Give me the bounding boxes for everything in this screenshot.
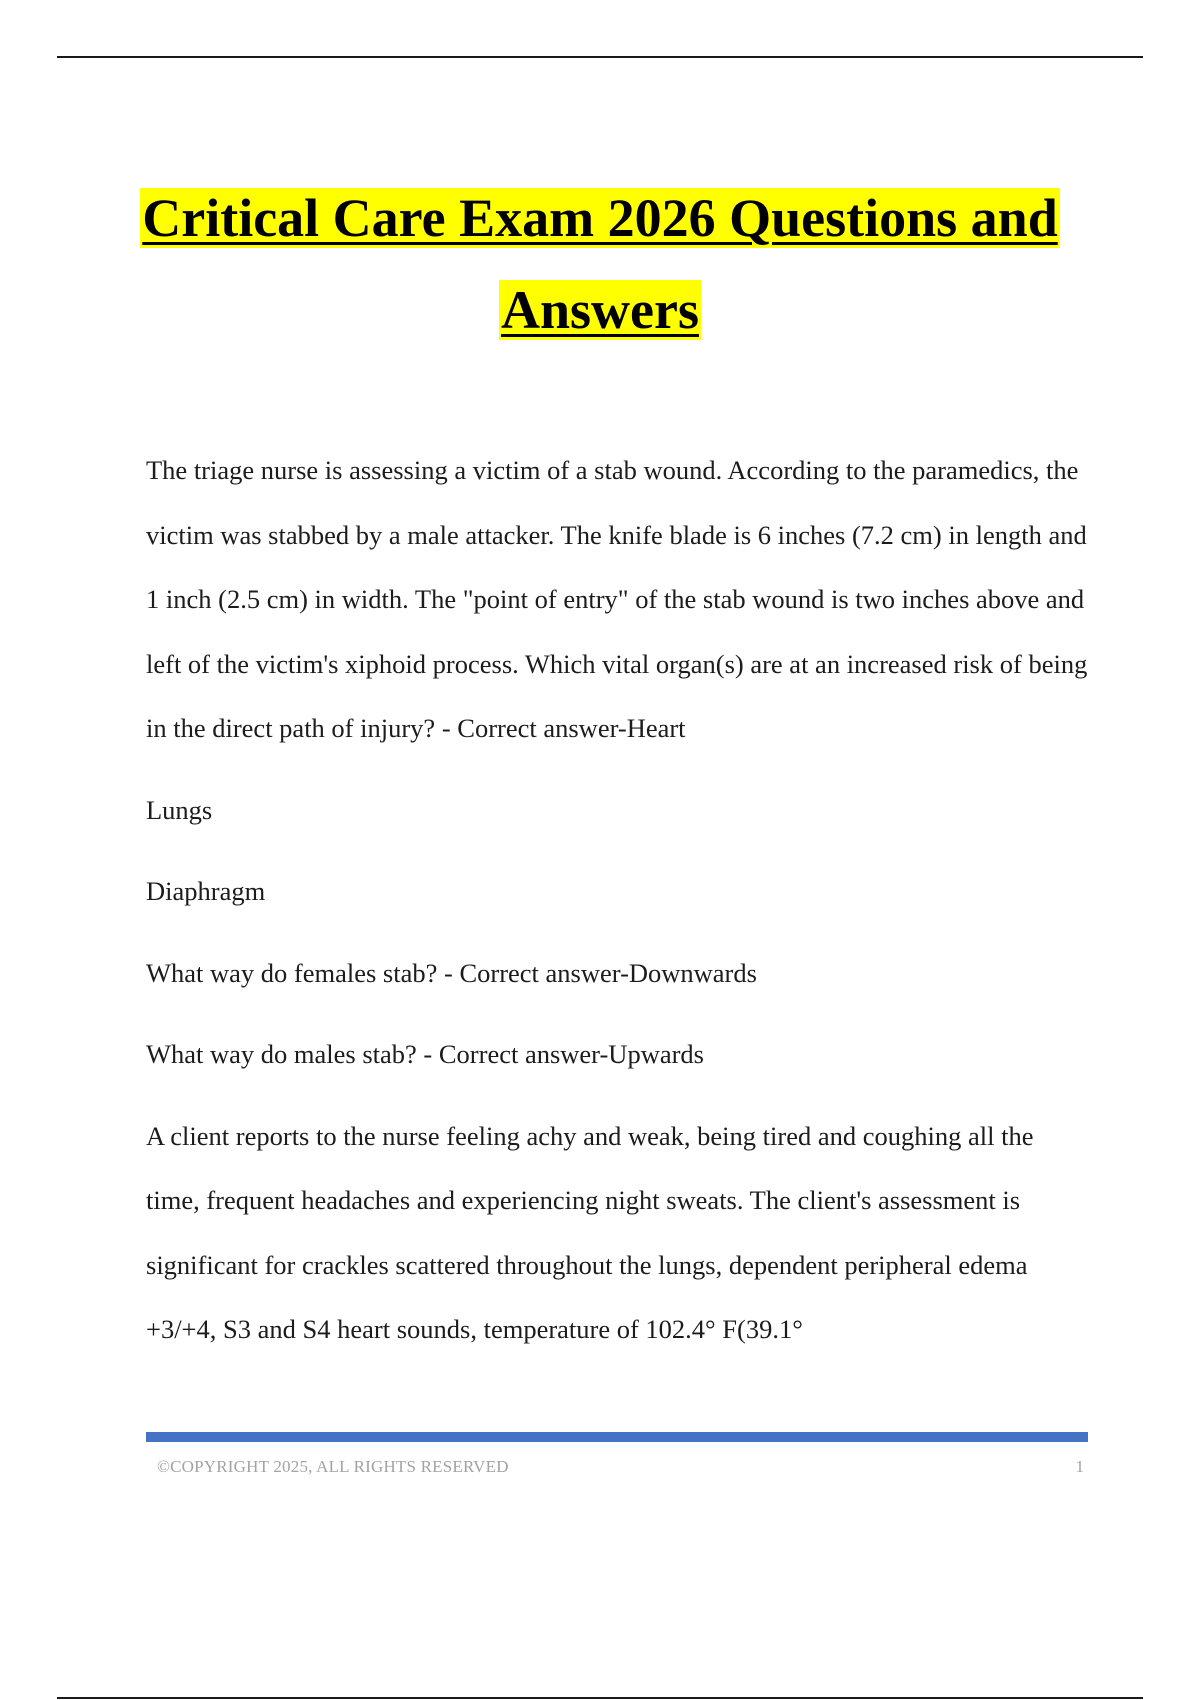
question-paragraph: What way do males stab? - Correct answer-Upwards xyxy=(146,1039,704,1069)
title-line-2: Answers xyxy=(501,280,699,340)
question-paragraph: The triage nurse is assessing a victim of a stab wound. According to the paramedics, the victim was stabbed by a male attacker. The knife blade is 6 inches (7.2 cm) in length and 1 inch (2.5 cm) in width. The "point of entry" of the stab wound is two inches above and left of the victim's xiphoid process. Which vital organ(s) are at an increased risk of being in the direct path of injury? - Correct answer-Heart xyxy=(146,455,1088,743)
answer-line: Lungs xyxy=(146,794,213,825)
document-title xyxy=(0,172,1200,356)
document-body xyxy=(146,438,1091,1362)
question-paragraph: A client reports to the nurse feeling achy and weak, being tired and coughing all the time, frequent headaches and experiencing night sweats. The client's assessment is significant for crackles scattered throughout the lungs, dependent peripheral edema +3/+4, S3 and S4 heart sounds, temperature of 102.4° F(39.1° xyxy=(146,1120,1034,1344)
top-rule xyxy=(57,56,1143,58)
answer-line: Diaphragm xyxy=(146,876,266,906)
footer-divider-bar xyxy=(146,1432,1088,1442)
bottom-rule xyxy=(57,1697,1143,1699)
question-paragraph: What way do females stab? - Correct answer-Downwards xyxy=(146,957,757,988)
footer-copyright: ©COPYRIGHT 2025, ALL RIGHTS RESERVED xyxy=(157,1457,509,1476)
page-number: 1 xyxy=(1075,1457,1084,1476)
title-line-1: Critical Care Exam 2026 Questions and xyxy=(142,188,1058,248)
